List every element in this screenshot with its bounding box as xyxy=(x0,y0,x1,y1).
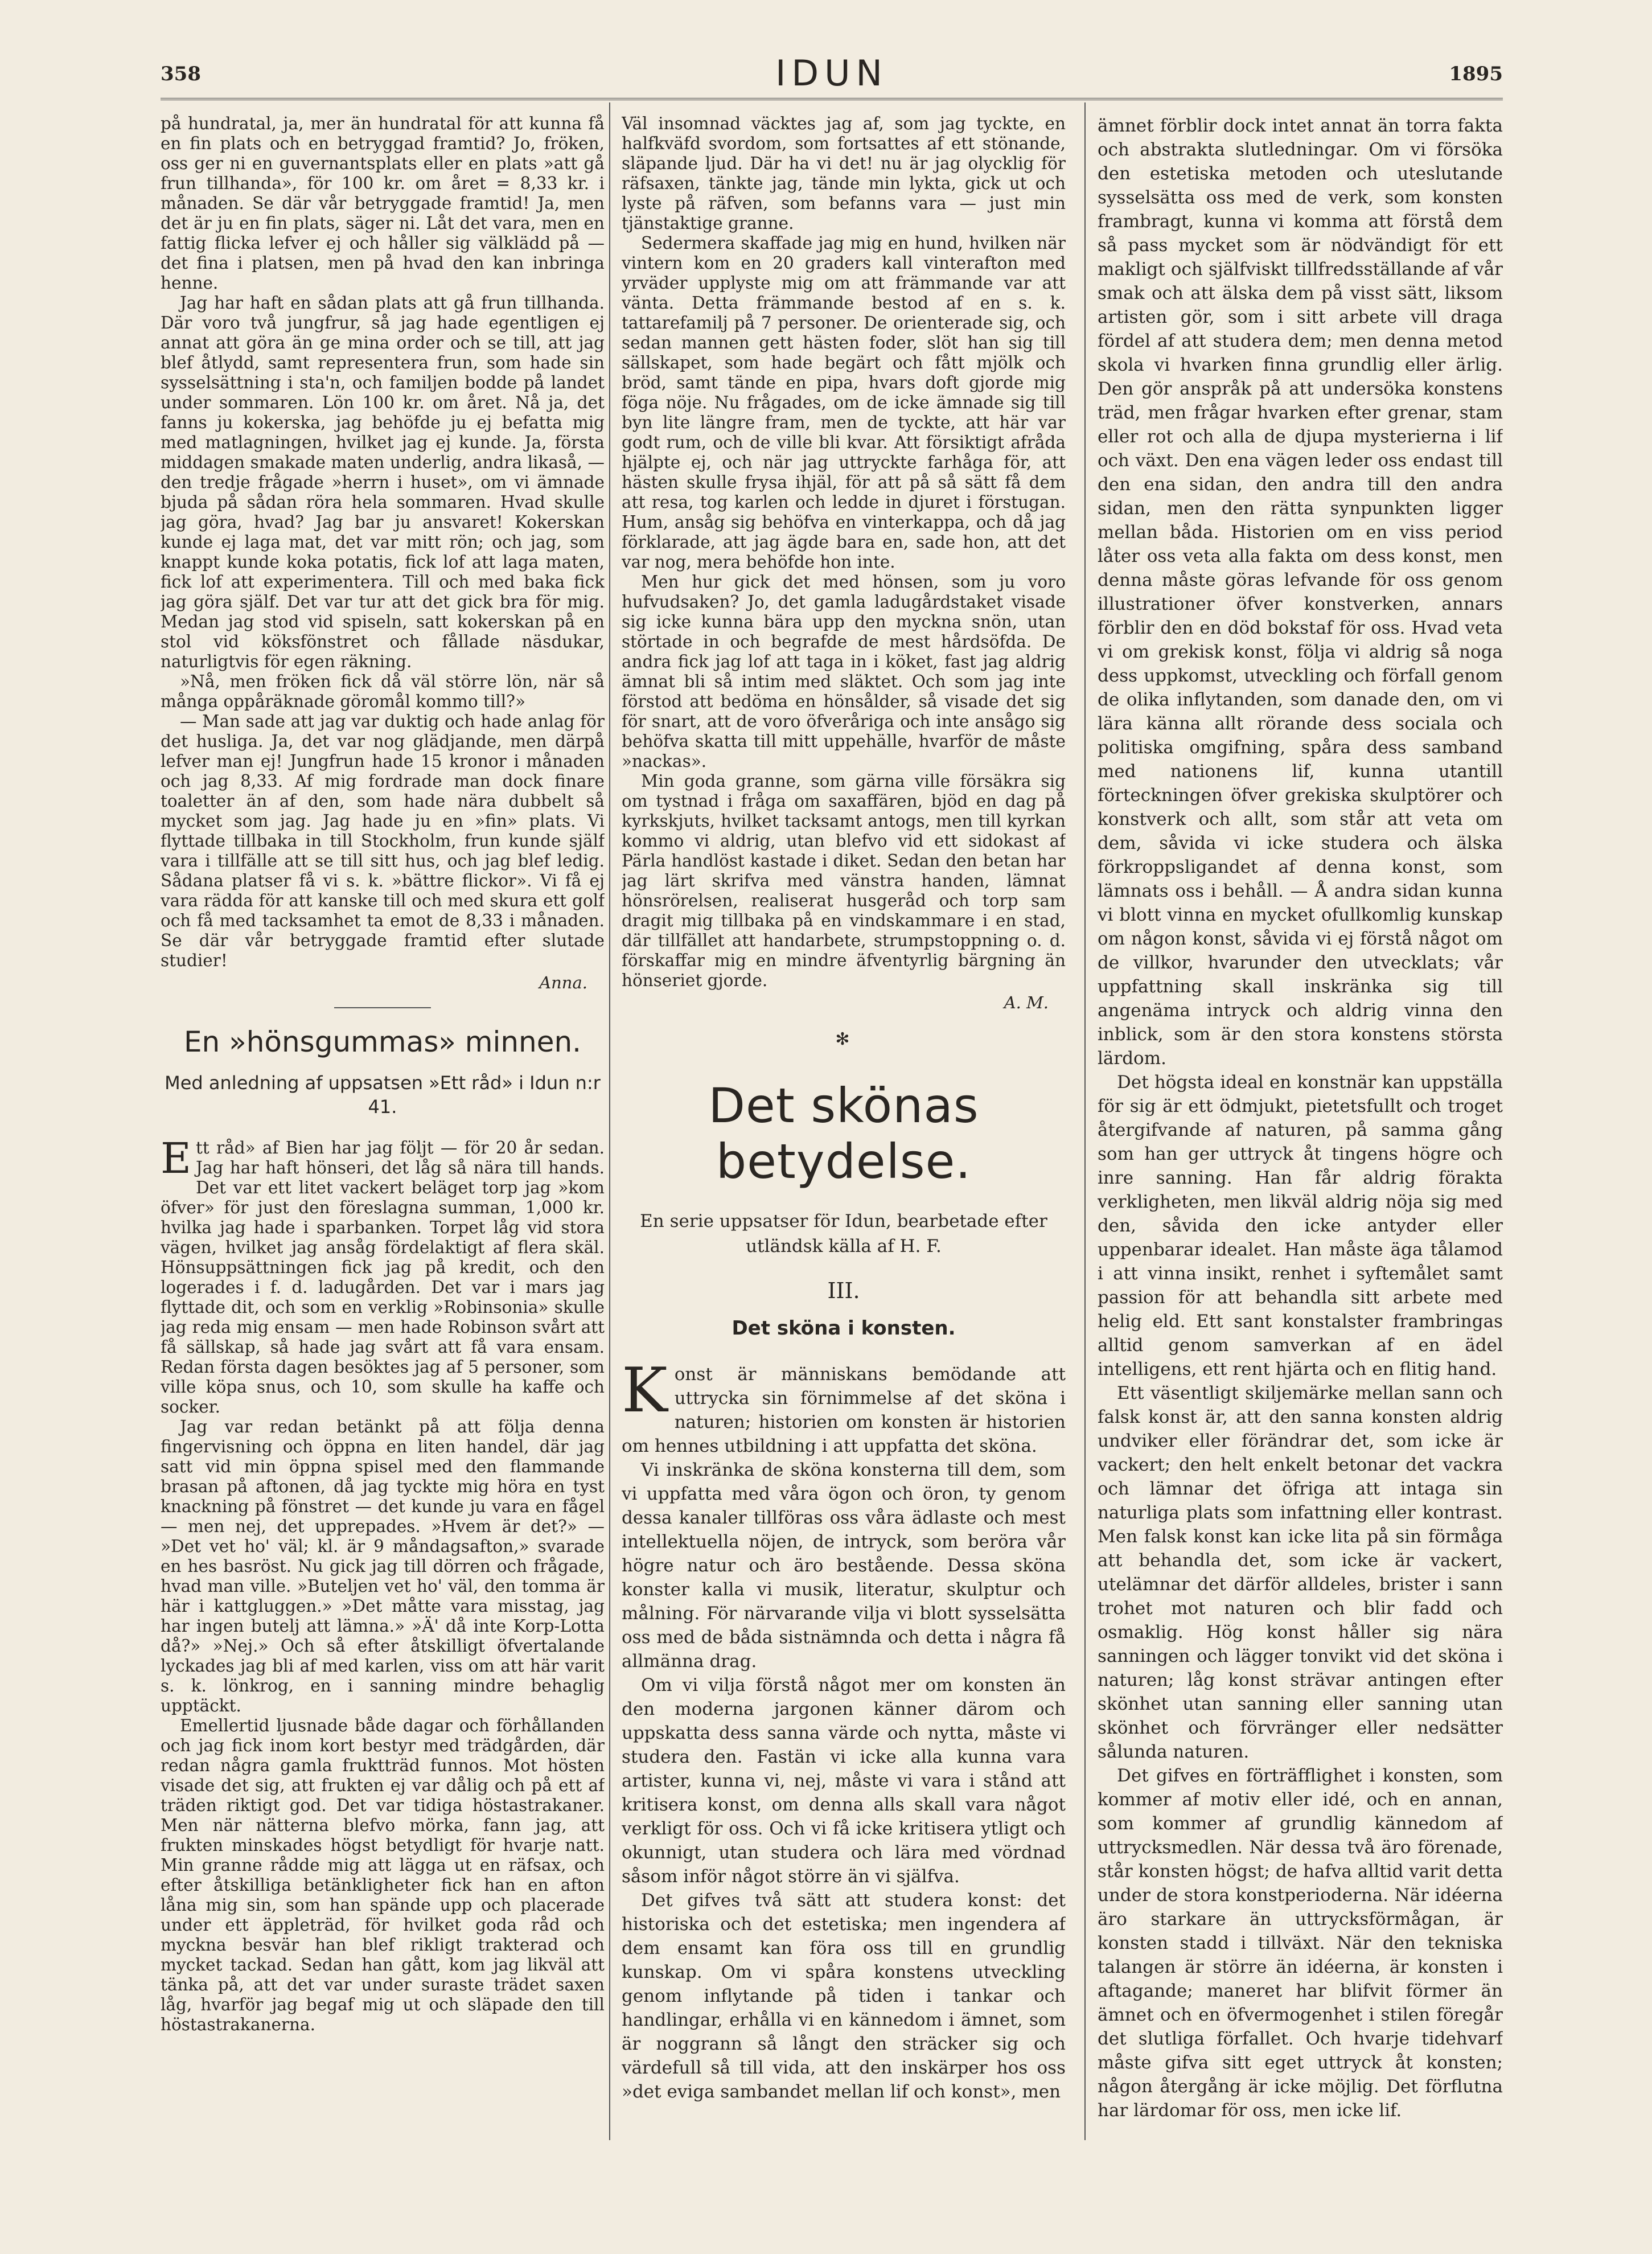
signature: Anna. xyxy=(539,973,587,992)
paragraph: Men hur gick det med hönsen, som ju voro hufvudsaken? Jo, det gamla ladugårdstaket visade sig icke kunna bära upp den myckna snön, utan störtade in och begrafde de mest hårdsöfda. De andra fick jag lof att taga in i köket, fast jag aldrig ämnat bli så intim med släktet. Och som jag inte förstod att bedöma en hönsålder, så visade det sig för snart, att de voro öfveråriga och inte ansågo sig behöfva skatta till mitt uppehälle, hvarför de måste »nackas». xyxy=(622,572,1066,771)
divider-rule xyxy=(334,1007,431,1008)
drop-cap: K xyxy=(622,1355,668,1426)
column-divider-1 xyxy=(609,102,610,2140)
paragraph-text: tt råd» af Bien har jag följt — för 20 år sedan. Jag har haft hönseri, det låg så nära till hands. Det var ett litet vackert beläget torp jag »kom öfver» för just den föreslagna summan, 1,000 kr. hvilka jag hade i sparbanken. Torpet låg vid stora vägen, hvilket jag ansåg fördelaktigt af flera skäl. Hönsuppsättningen fick jag på kredit, och den logerades i f. d. ladugården. Det var i mars jag flyttade dit, och som en verklig »Robinsonia» skulle jag reda mig ensam — men hade Robinson svårt att få sällskap, så hade jag svårt att få vara ensam. Redan första dagen besöktes jag af 5 personer, som ville köpa snus, och 10, som skulle ha kaffe och socker. xyxy=(161,1138,605,1417)
article-subtitle: Med anledning af uppsatsen »Ett råd» i Idun n:r 41. xyxy=(165,1072,601,1118)
signature: A. M. xyxy=(1004,993,1049,1012)
paragraph: Det gifves en förträfflighet i konsten, som kommer af motiv eller idé, och en annan, som kommer af grundlig kännedom af uttrycksmedlen. När dessa två äro förenade, står konsten högst; de hafva alltid varit detta under de stora konstperioderna. När idéerna äro starkare än uttrycksförmågan, är konsten stadd i tillväxt. När den tekniska talangen är större än idéerna, är konsten i aftagande; maneret har blifvit förmer än ämnet och en öfvermogenhet i stilen föregår det slutliga förfallet. Och hvarje tidehvarf måste gifva sitt eget uttryck åt konsten; någon återgång är icke möjlig. Det förflutna har lärdomar för oss, men icke lif. xyxy=(1098,1766,1503,2121)
paragraph: Sedermera skaffade jag mig en hund, hvilken när vintern kom en 20 graders kall vinterafton med yrväder upplyste mig om att främmande var att vänta. Detta främmande bestod af en s. k. tattarefamilj på 7 personer. De orienterade sig, och sedan mannen gett hästen foder, slöt han sig till sällskapet, som hade begärt och fått mjölk och bröd, samt tände en pipa, hvars doft gjorde mig föga nöje. Nu frågades, om de icke ämnade sig till byn lite längre fram, men de tyckte, att här var godt rum, och de ville bli kvar. Att försiktigt afråda hjälpte ej, och när jag uttryckte farhåga för, att hästen skulle frysa ihjäl, för att på så sätt få dem att resa, tog karlen och ledde in djuret i förstugan. Hum, ansåg sig behöfva en vinterkappa, och då jag förklarade, att jag ägde bara en, sade hon, att det var nog, mera behöfde hon inte. xyxy=(622,233,1066,572)
paragraph xyxy=(622,1355,1066,1458)
paragraph: Det högsta ideal en konstnär kan uppställa för sig är ett ödmjukt, pietetsfullt och troget återgifvande af naturen, på samma gång som han ger uttryck åt tingens högre och inre sanning. Han får aldrig förakta verkligheten, men likväl aldrig nöja sig med den, såvida den icke antyder eller uppenbarar idealet. Han måste äga tålamod i att vinna insikt, renhet i syftemålet samt passion för att behandla sitt arbete med helig eld. Ett sant konstalster frambringas alltid genom samverkan af en ädel intelligens, ett rent hjärta och en flitig hand. xyxy=(1098,1072,1503,1380)
part-number: III. xyxy=(827,1278,860,1303)
paragraph: Emellertid ljusnade både dagar och förhållanden och jag fick inom kort bestyr med trädgården, där redan några gamla fruktträd funnos. Mot hösten visade det sig, att frukten ej var dålig och på ett af träden riktigt god. Det var tidiga höstastrakaner. Men när nätterna blefvo mörka, fann jag, att frukten minskades högst betydligt för hvarje natt. Min granne rådde mig att lägga ut en räfsax, och efter åtskilliga betänkligheter fick han en afton låna mig sin, som han spände upp och placerade under ett äppleträd, för hvilket goda råd och myckna besvär han blef rikligt trakterad och mycket tackad. Sedan han gått, kom jag likväl att tänka på, att det var under suraste trädet saxen låg, hvarför jag begaf mig ut och släpade den till höstastrakanerna. xyxy=(161,1716,605,2034)
column-3 xyxy=(1098,114,1503,2141)
column-1 xyxy=(161,114,605,2141)
chapter-title: Det sköna i konsten. xyxy=(732,1317,956,1340)
page-header xyxy=(161,52,1503,97)
paragraph: »Nå, men fröken fick då väl större lön, när så många oppåräknade göromål kommo till?» xyxy=(161,672,605,711)
paragraph: Det gifves två sätt att studera konst: det historiska och det estetiska; men ingendera af dem ensamt kan föra oss till en grundlig kunskap. Om vi spåra konstens utveckling genom inflytande på tiden i tankar och handlingar, erhålla vi en kännedom i ämnet, som är noggrann så långt den sträcker sig och värdefull så till vida, att den inskärper hos oss »det eviga sambandet mellan lif och konst», men xyxy=(622,1890,1066,2102)
paragraph: Om vi vilja förstå något mer om konsten än den moderna jargonen känner därom och uppskatta dess sanna värde och nytta, måste vi studera den. Fastän vi icke alla kunna vara artister, kunna vi, nej, måste vi vara i stånd att kritisera konst, om denna alls skall vara något verkligt för oss. Och vi få icke kritisera ytligt och okunnigt, utan studera och lära med vördnad såsom inför något större än vi själfva. xyxy=(622,1675,1066,1887)
ornamental-initial: E xyxy=(161,1134,192,1183)
paragraph: ämnet förblir dock intet annat än torra fakta och abstrakta slutledningar. Om vi försöka den estetiska metoden och uteslutande sysselsätta oss med de verk, som konsten frambragt, kunna vi komma att förstå dem så pass mycket som är nödvändigt för ett makligt och själfviskt tillfredsställande af vår smak och att älska dem på visst sätt, liksom artisten gör, som i sitt arbete vill draga fördel af att studera dem; men denna metod skola vi hvarken finna grundlig eller ärlig. Den gör anspråk på att undersöka konstens träd, men frågar hvarken efter grenar, stam eller rot och alla de djupa mysterierna i lif och växt. Den ena vägen leder oss endast till den ena sidan, den andra till den andra sidan, men den rätta synpunkten ligger mellan båda. Historien om en viss period låter oss veta alla fakta om dess konst, men denna måste göras lefvande för oss genom illustrationer öfver konstverken, annars förblir den en död bokstaf för oss. Hvad veta vi om grekisk konst, följa vi aldrig så noga dess uppkomst, utveckling och förfall genom de olika inflytanden, som danade den, om vi lära känna allt rörande dess sociala och politiska omgifning, spåra dess samband med nationens lif, kunna utantill förteckningen öfver grekiska skulptörer och konstverk och allt, som står att veta om dem, såvida vi icke studera och älska förkroppsligandet af denna konst, som lämnats oss i behåll. — Å andra sidan kunna vi blott vinna en mycket ofullkomlig kunskap om någon konst, såvida vi ej förstå något om de villkor, hvarunder den utvecklats; vår uppfattning skall inskränka sig till angenäma intryck och aldrig vinna den inblick, som är den stora konstens största lärdom. xyxy=(1098,116,1503,1069)
series-line: En serie uppsatser för Idun, bearbetade efter utländsk källa af H. F. xyxy=(640,1211,1047,1257)
paragraph: Vi inskränka de sköna konsterna till dem, som vi uppfatta med våra ögon och öron, ty genom dessa kanaler tillföras oss våra ädlaste och mest intellektuella nöjen, de intryck, som beröra vår högre natur och äro bestående. Dessa sköna konster kalla vi musik, literatur, skulptur och målning. För närvarande vilja vi blott sysselsätta oss med de båda sistnämnda och detta i några få allmänna drag. xyxy=(622,1460,1066,1672)
paragraph: — Man sade att jag var duktig och hade anlag för det husliga. Ja, det var nog glädjande, men därpå lefver man ej! Jungfrun hade 15 kronor i månaden och jag 8,33. Af mig fordrade man dock finare toaletter än af den, som hade nära dubbelt så mycket som jag. Jag hade ju en »fin» plats. Vi flyttade tillbaka in till Stockholm, frun kunde själf vara i tillfälle att se till sitt hus, och jag blef ledig. Sådana platser få vi s. k. »bättre flickor». Vi få ej vara rädda för att kanske till och med skura ett golf och få med tacksamhet ta emot de 8,33 i månaden. Se där vår betryggade framtid efter slutade studier! xyxy=(161,712,605,970)
paragraph: Jag var redan betänkt på att följa denna fingervisning och öppna en liten handel, där jag satt vid min öppna spisel med den flammande brasan på aftonen, då jag tyckte mig höra en tyst knackning på fönstret — det kunde ju vara en fågel — men nej, det upprepades. »Hvem är det?» — »Det vet ho' väl; kl. är 9 måndagsafton,» svarade en hes basröst. Nu gick jag till dörren och frågade, hvad man ville. »Buteljen vet ho' väl, den tomma är här i kattgluggen.» »Det måtte vara misstag, jag har ingen butelj att lämna.» »Ä' då inte Korp-Lotta då?» »Nej.» Och så efter åtskilligt öfvertalande lyckades jag bli af med karlen, viss om att här varit s. k. lönkrog, en i sanning mindre behaglig upptäckt. xyxy=(161,1417,605,1715)
essay-body xyxy=(622,1355,1066,2104)
paragraph: Min goda granne, som gärna ville försäkra sig om tystnad i fråga om saxaffären, bjöd en dag på kyrkskjuts, hvilket tacksamt antogs, men till kyrkan kommo vi aldrig, utan blefvo vid ett sidokast af Pärla handlöst kastade i diket. Sedan den betan har jag lärt skrifva med vänstra handen, lämnat hönsrörelsen, realiserat husgeråd och torp sam dragit mig tillbaka på en vindskammare i en stad, där tillfället att handarbete, strumpstoppning o. d. förskaffar mig en mindre äfventyrlig bärgning än hönseriet gjorde. xyxy=(622,771,1066,990)
column-divider-2 xyxy=(1084,102,1086,2140)
masthead: IDUN xyxy=(775,52,888,94)
column-2 xyxy=(622,114,1066,2141)
article-title: Det skönas betydelse. xyxy=(708,1078,979,1189)
divider-mark: ✻ xyxy=(835,1029,852,1049)
year: 1895 xyxy=(1449,63,1503,85)
paragraph xyxy=(161,1134,605,1417)
article-title: En »hönsgummas» minnen. xyxy=(183,1025,582,1058)
header-rule xyxy=(161,98,1503,100)
paragraph-text: onst är människans bemödande att uttrycka sin förnimmelse af det sköna i naturen; historien om konsten är historien om hennes utbildning i att uppfatta det sköna. xyxy=(622,1364,1066,1456)
paragraph: på hundratal, ja, mer än hundratal för att kunna få en fin plats och en betryggad framtid? Jo, fröken, oss ger ni en guvernantsplats eller en plats »att gå frun tillhanda», för 100 kr. om året = 8,33 kr. i månaden. Se där vår betryggade framtid! Ja, men det är ju en fin plats, säger ni. Låt det vara, men en fattig flicka lefver ej och håller sig välklädd på — det fina i platsen, men på hvad den kan inbringa henne. xyxy=(161,114,605,293)
paragraph: Ett väsentligt skiljemärke mellan sann och falsk konst är, att den sanna konsten aldrig undviker eller förändrar det, som icke är vackert; den helt enkelt betonar det vackra och lämnar det öfriga att intaga sin naturliga plats som infattning eller kontrast. Men falsk konst kan icke lita på sin förmåga att behandla det, som icke är vackert, utelämnar det därför alldeles, brister i sann trohet mot naturen och blir fadd och osmaklig. Hög konst håller sig nära sanningen och lägger tonvikt vid det sköna i naturen; låg konst strävar antingen efter skönhet utan sanning eller sanning utan skönhet och förvränger eller nedsätter sålunda naturen. xyxy=(1098,1383,1503,1762)
paragraph: Jag har haft en sådan plats att gå frun tillhanda. Där voro två jungfrur, så jag hade egentligen ej annat att göra än ge mina order och se till, att jag blef åtlydd, samt representera frun, som hade sin sysselsättning i sta'n, och familjen bodde på landet under sommaren. Lön 100 kr. om året. Nå ja, det fanns ju kokerska, jag behöfde ju ej befatta mig med matlagningen, hvilket jag ej kunde. Ja, första middagen smakade maten underlig, andra likaså, — den tredje frågade »herrn i huset», om vi ämnade bjuda på sådan röra hela sommaren. Hvad skulle jag göra, hvad? Jag bar ju ansvaret! Kokerskan kunde ej laga mat, det var mitt rön; och jag, som knappt kunde koka potatis, fick lof att laga maten, fick lof att experimentera. Till och med baka fick jag göra själf. Det var tur att det gick bra för mig. Medan jag stod vid spiseln, satt kokerskan på en stol vid köksfönstret och fållade näsdukar, naturligtvis för egen räkning. xyxy=(161,293,605,671)
page-number: 358 xyxy=(161,63,201,85)
paragraph: Väl insomnad väcktes jag af, som jag tyckte, en halfkväfd svordom, som fortsattes af ett stönande, släpande ljud. Där ha vi det! nu är jag olycklig för räfsaxen, tänkte jag, tände min lykta, gick ut och lyste på räfven, som befanns vara — just min tjänstaktige granne. xyxy=(622,114,1066,233)
